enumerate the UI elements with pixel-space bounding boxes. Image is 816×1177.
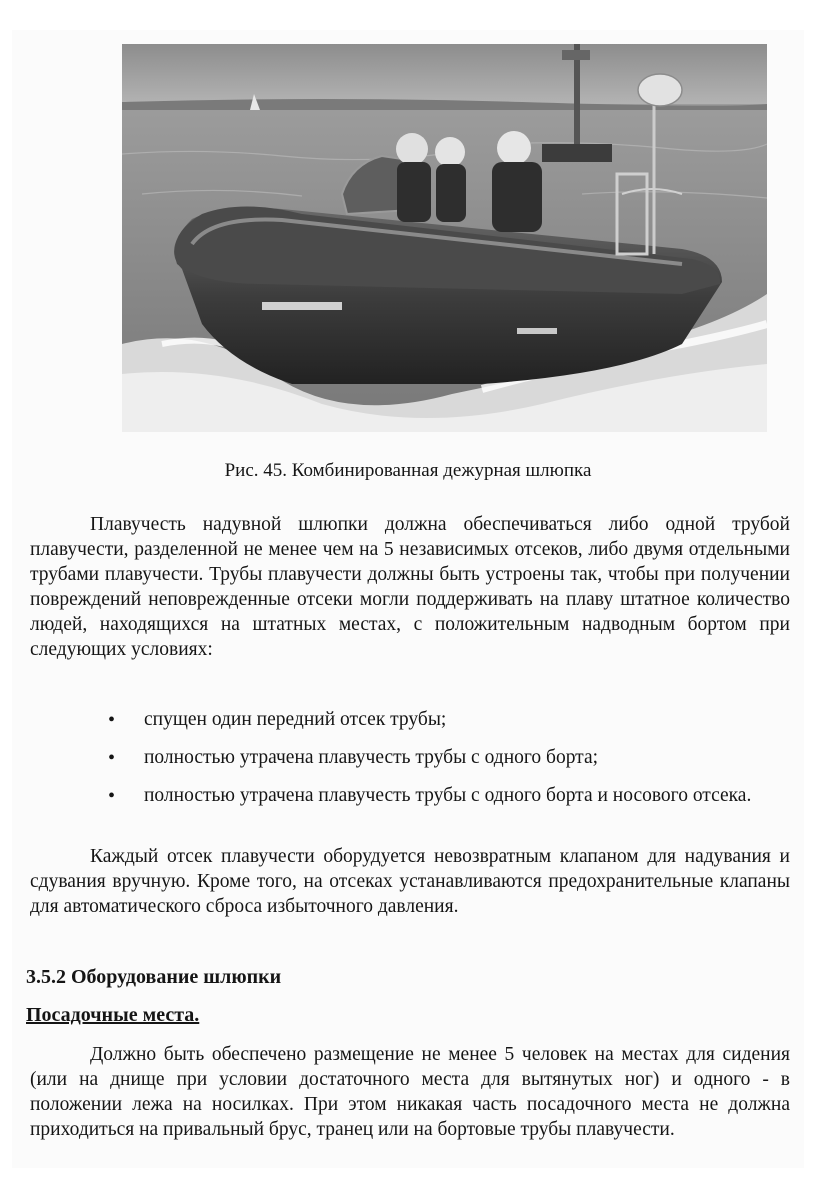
conditions-list <box>108 708 788 822</box>
subsection-heading: Посадочные места. <box>26 1004 200 1026</box>
paragraph-seating: Должно быть обеспечено размещение не менее 5 человек на местах для сидения (или на днище при условии достаточного места для вытянутых ног) и одного - в положении лежа на носилках. При этом никакая часть посадочного места не должна приходиться на привальный брус, транец или на бортовые трубы плавучести. <box>30 1044 790 1140</box>
list-item-text: полностью утрачена плавучесть трубы с одного борта; <box>144 747 599 768</box>
section-heading: 3.5.2 Оборудование шлюпки <box>26 966 282 988</box>
bullet-icon: • <box>108 709 116 731</box>
list-item <box>108 708 788 732</box>
bullet-icon: • <box>108 785 116 807</box>
rescue-boat-photo <box>122 44 767 432</box>
figure-caption: Рис. 45. Комбинированная дежурная шлюпка <box>224 460 592 481</box>
bullet-icon: • <box>108 747 116 769</box>
list-item-text: полностью утрачена плавучесть трубы с одного борта и носового отсека. <box>144 785 752 806</box>
paragraph-valves: Каждый отсек плавучести оборудуется невозвратным клапаном для надувания и сдувания вручную. Кроме того, на отсеках устанавливаются предохранительные клапаны для автоматического сброса избыточного давления. <box>30 846 790 917</box>
list-item-text: спущен один передний отсек трубы; <box>144 709 447 730</box>
list-item <box>108 784 788 808</box>
list-item <box>108 746 788 770</box>
paragraph-buoyancy: Плавучесть надувной шлюпки должна обеспечиваться либо одной трубой плавучести, разделенной не менее чем на 5 независимых отсеков, либо двумя отдельными трубами плавучести. Трубы плавучести должны быть устроены так, чтобы при получении повреждений неповрежденные отсеки могли поддерживать на плаву штатное количество людей, находящихся на штатных местах, с положительным надводным бортом при следующих условиях: <box>30 514 790 660</box>
